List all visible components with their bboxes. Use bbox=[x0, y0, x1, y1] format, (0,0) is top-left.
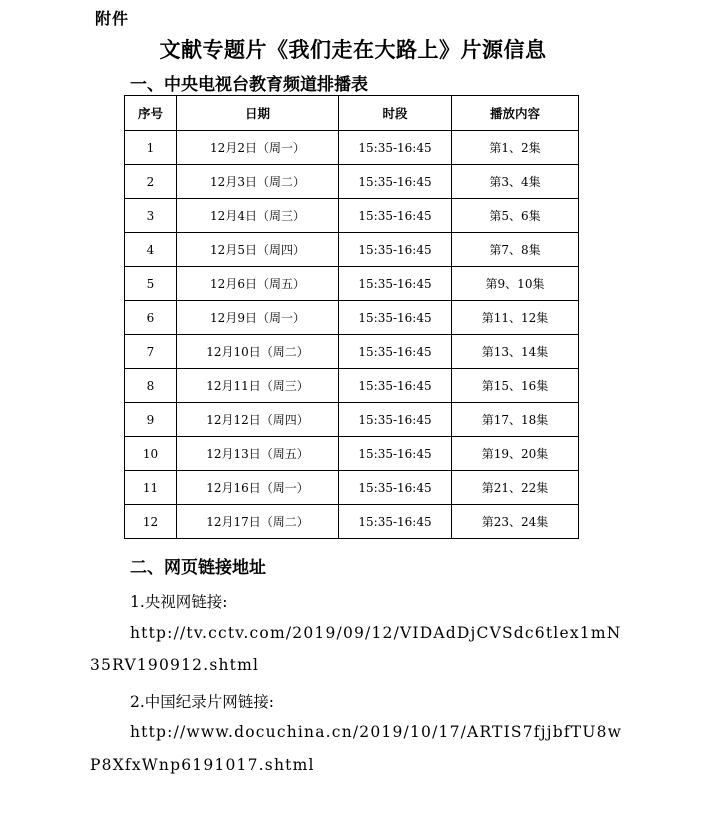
cell-date: 12月16日（周一） bbox=[177, 471, 339, 505]
cell-time: 15:35-16:45 bbox=[339, 471, 452, 505]
cell-content: 第3、4集 bbox=[452, 165, 579, 199]
table-row bbox=[125, 471, 579, 505]
cell-time: 15:35-16:45 bbox=[339, 131, 452, 165]
cell-time: 15:35-16:45 bbox=[339, 267, 452, 301]
table-row bbox=[125, 403, 579, 437]
cell-time: 15:35-16:45 bbox=[339, 199, 452, 233]
cell-number: 10 bbox=[125, 437, 177, 471]
cell-time: 15:35-16:45 bbox=[339, 335, 452, 369]
table-row bbox=[125, 437, 579, 471]
section-heading-links: 二、网页链接地址 bbox=[130, 558, 266, 578]
link2-url[interactable]: http://www.docuchina.cn/2019/10/17/ARTIS7fjjbfTU8w bbox=[130, 723, 623, 741]
cell-date: 12月4日（周三） bbox=[177, 199, 339, 233]
link2-url-continuation[interactable]: P8XfxWnp6191017.shtml bbox=[90, 756, 315, 774]
cell-time: 15:35-16:45 bbox=[339, 505, 452, 539]
link1-url[interactable]: http://tv.cctv.com/2019/09/12/VIDAdDjCVSdc6tlex1mN bbox=[130, 624, 622, 642]
cell-number: 4 bbox=[125, 233, 177, 267]
cell-content: 第1、2集 bbox=[452, 131, 579, 165]
table-row bbox=[125, 199, 579, 233]
cell-date: 12月13日（周五） bbox=[177, 437, 339, 471]
cell-date: 12月17日（周二） bbox=[177, 505, 339, 539]
table-row bbox=[125, 369, 579, 403]
cell-number: 9 bbox=[125, 403, 177, 437]
cell-number: 2 bbox=[125, 165, 177, 199]
cell-number: 6 bbox=[125, 301, 177, 335]
cell-date: 12月9日（周一） bbox=[177, 301, 339, 335]
cell-content: 第19、20集 bbox=[452, 437, 579, 471]
attachment-label: 附件 bbox=[95, 9, 130, 28]
cell-content: 第7、8集 bbox=[452, 233, 579, 267]
cell-number: 8 bbox=[125, 369, 177, 403]
cell-date: 12月10日（周二） bbox=[177, 335, 339, 369]
cell-date: 12月11日（周三） bbox=[177, 369, 339, 403]
cell-content: 第17、18集 bbox=[452, 403, 579, 437]
table-row bbox=[125, 267, 579, 301]
cell-time: 15:35-16:45 bbox=[339, 403, 452, 437]
cell-content: 第21、22集 bbox=[452, 471, 579, 505]
cell-date: 12月3日（周二） bbox=[177, 165, 339, 199]
cell-number: 11 bbox=[125, 471, 177, 505]
cell-content: 第15、16集 bbox=[452, 369, 579, 403]
cell-time: 15:35-16:45 bbox=[339, 233, 452, 267]
column-header-content: 播放内容 bbox=[452, 96, 579, 131]
cell-date: 12月12日（周四） bbox=[177, 403, 339, 437]
cell-number: 3 bbox=[125, 199, 177, 233]
cell-content: 第9、10集 bbox=[452, 267, 579, 301]
table-row bbox=[125, 301, 579, 335]
cell-time: 15:35-16:45 bbox=[339, 437, 452, 471]
cell-content: 第13、14集 bbox=[452, 335, 579, 369]
table-row bbox=[125, 505, 579, 539]
table-row bbox=[125, 233, 579, 267]
column-header-number: 序号 bbox=[125, 96, 177, 131]
link1-url-continuation[interactable]: 35RV190912.shtml bbox=[90, 656, 260, 674]
link1-label: 1.央视网链接: bbox=[130, 593, 228, 611]
table-row bbox=[125, 165, 579, 199]
cell-date: 12月5日（周四） bbox=[177, 233, 339, 267]
column-header-date: 日期 bbox=[177, 96, 339, 131]
cell-number: 1 bbox=[125, 131, 177, 165]
cell-content: 第5、6集 bbox=[452, 199, 579, 233]
cell-time: 15:35-16:45 bbox=[339, 301, 452, 335]
cell-time: 15:35-16:45 bbox=[339, 165, 452, 199]
link2-label: 2.中国纪录片网链接: bbox=[130, 693, 275, 711]
table-header-row bbox=[125, 96, 579, 131]
cell-time: 15:35-16:45 bbox=[339, 369, 452, 403]
column-header-time: 时段 bbox=[339, 96, 452, 131]
table-row bbox=[125, 335, 579, 369]
cell-content: 第11、12集 bbox=[452, 301, 579, 335]
schedule-table bbox=[124, 95, 579, 539]
cell-content: 第23、24集 bbox=[452, 505, 579, 539]
cell-date: 12月6日（周五） bbox=[177, 267, 339, 301]
table-row bbox=[125, 131, 579, 165]
cell-number: 5 bbox=[125, 267, 177, 301]
cell-number: 12 bbox=[125, 505, 177, 539]
section-heading-schedule: 一、中央电视台教育频道排播表 bbox=[130, 75, 368, 95]
document-title: 文献专题片《我们走在大路上》片源信息 bbox=[159, 37, 547, 62]
cell-date: 12月2日（周一） bbox=[177, 131, 339, 165]
cell-number: 7 bbox=[125, 335, 177, 369]
